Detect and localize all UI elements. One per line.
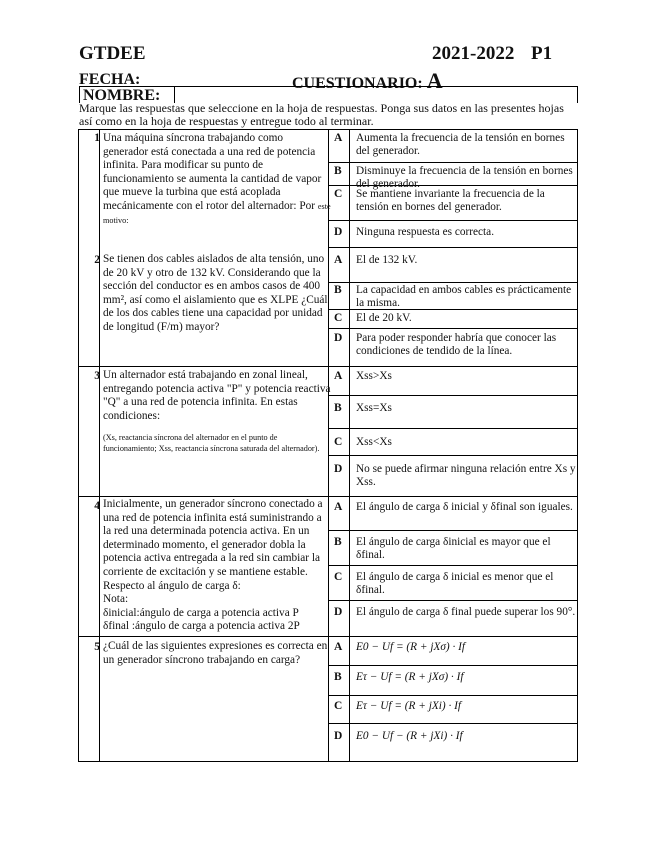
- option-letter[interactable]: B: [334, 402, 342, 414]
- option-text: El ángulo de carga δ final puede superar los 90°.: [356, 606, 576, 618]
- option-letter[interactable]: D: [334, 606, 343, 618]
- question-1-tail: este motivo:: [103, 201, 331, 225]
- question-text: [103, 132, 331, 227]
- option-letter[interactable]: B: [334, 165, 342, 177]
- option-text: Xss=Xs: [356, 402, 392, 414]
- formula-option: Eτ − Uf = (R + jXi) · If: [356, 700, 462, 712]
- option-text: El ángulo de carga δ inicial es menor que el δfinal.: [356, 571, 554, 596]
- option-letter[interactable]: C: [334, 571, 343, 583]
- option-letter[interactable]: B: [334, 671, 342, 683]
- question-4-text: Inicialmente, un generador síncrono conectado a una red de potencia infinita está suministrando a la red una determinada potencia activa. En un determinado momento, el generador dobla la potencia activa entregada a la red sin cambiar la corriente de excitación y se mantiene estable.: [103, 498, 323, 578]
- academic-year: 2021-2022: [432, 43, 515, 64]
- option-letter[interactable]: A: [334, 254, 343, 266]
- option-letter[interactable]: D: [334, 332, 343, 344]
- option-text: Xss<Xs: [356, 436, 392, 448]
- question-text: Se tienen dos cables aislados de alta tensión, uno de 20 kV y otro de 132 kV. Considerando que la sección del conductor es en ambos casos de 400 mm², así como el aislamiento que es XLPE ¿Cuál de los dos cables tiene una capacidad por unidad de longitud (F/m) mayor?: [103, 253, 328, 333]
- option-text: La capacidad en ambos cables es prácticamente la misma.: [356, 284, 572, 309]
- note-line: δinicial:ángulo de carga a potencia activa P: [103, 606, 299, 619]
- question-4-prompt: Respecto al ángulo de carga δ:: [103, 579, 241, 592]
- instructions: Marque las respuestas que seleccione en la hoja de respuestas. Ponga sus datos en las presentes hojas así como en la hoja de respuestas y entregue todo al terminar.: [79, 101, 564, 128]
- question-number: 5: [94, 641, 100, 653]
- option-letter[interactable]: C: [334, 700, 343, 712]
- option-letter[interactable]: A: [334, 370, 343, 382]
- option-text: Disminuye la frecuencia de la tensión en bornes del generador.: [356, 165, 573, 190]
- question-1-text: Una máquina síncrona trabajando como generador está conectada a una red de potencia infinita. Para modificar su punto de funcionamiento se aumenta la cantidad de vapor que mueve la turbina que está acoplada mecánicamente con el rotor del alternador: Por: [103, 132, 322, 212]
- question-text: ¿Cuál de las siguientes expresiones es correcta en un generador síncrono trabajando en carga?: [103, 640, 328, 666]
- option-letter[interactable]: D: [334, 730, 343, 742]
- questions-table: [78, 129, 578, 762]
- option-text: Para poder responder habría que conocer las condiciones de tendido de la línea.: [356, 332, 557, 357]
- option-text: El ángulo de carga δinicial es mayor que el δfinal.: [356, 536, 551, 561]
- formula-option: E0 − Uf − (R + jXi) · If: [356, 730, 463, 742]
- option-letter[interactable]: A: [334, 641, 343, 653]
- option-letter[interactable]: D: [334, 463, 343, 475]
- note-line: δfinal :ángulo de carga a potencia activa 2P: [103, 620, 300, 633]
- formula-option: Eτ − Uf = (R + jXσ) · If: [356, 671, 464, 683]
- quiz-label-text: CUESTIONARIO:: [292, 75, 423, 92]
- option-text: El ángulo de carga δ inicial y δfinal son iguales.: [356, 501, 573, 513]
- exam-part: P1: [531, 43, 553, 64]
- option-letter[interactable]: C: [334, 312, 343, 324]
- course-code: GTDEE: [79, 43, 146, 64]
- question-text: [103, 498, 331, 634]
- option-text: Ninguna respuesta es correcta.: [356, 226, 495, 238]
- option-text: Se mantiene invariante la frecuencia de la tensión en bornes del generador.: [356, 188, 545, 213]
- option-letter[interactable]: A: [334, 132, 343, 144]
- question-note: (Xs, reactancia síncrona del alternador en el punto de funcionamiento; Xss, reactancia síncrona saturada del alternador).: [103, 433, 320, 453]
- note-label: Nota:: [103, 593, 129, 606]
- question-number: 1: [94, 132, 100, 144]
- question-text: Un alternador está trabajando en zonal lineal, entregando potencia activa "P" y potencia reactiva "Q" a una red de potencia infinita. En estas condiciones:: [103, 369, 331, 422]
- date-label: FECHA:: [79, 71, 141, 88]
- option-text: No se puede afirmar ninguna relación entre Xs y Xss.: [356, 463, 576, 488]
- option-letter[interactable]: D: [334, 226, 343, 238]
- option-text: Aumenta la frecuencia de la tensión en bornes del generador.: [356, 132, 565, 157]
- quiz-version: A: [426, 68, 443, 93]
- question-number: 2: [94, 254, 100, 266]
- option-text: El de 20 kV.: [356, 312, 412, 324]
- option-text: Xss>Xs: [356, 370, 392, 382]
- option-letter[interactable]: B: [334, 284, 342, 296]
- option-letter[interactable]: A: [334, 501, 343, 513]
- name-label: NOMBRE:: [83, 87, 161, 104]
- question-number: 3: [94, 370, 100, 382]
- option-text: El de 132 kV.: [356, 254, 418, 266]
- question-number: 4: [94, 500, 100, 512]
- formula-option: E0 − Uf = (R + jXσ) · If: [356, 641, 466, 653]
- option-letter[interactable]: B: [334, 536, 342, 548]
- option-letter[interactable]: C: [334, 436, 343, 448]
- option-letter[interactable]: C: [334, 188, 343, 200]
